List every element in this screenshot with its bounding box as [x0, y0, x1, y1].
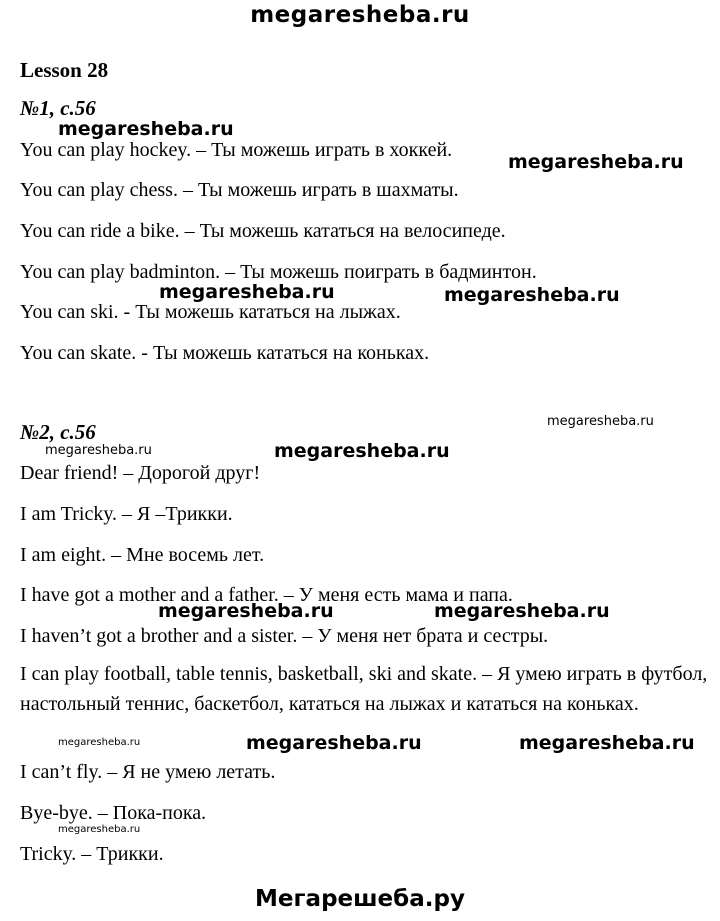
lesson-title: Lesson 28 — [20, 58, 109, 82]
exercise-2-line-9: Tricky. – Трикки. — [20, 843, 164, 865]
watermark: megaresheba.ru — [58, 824, 141, 835]
exercise-1-line-4: You can play badminton. – Ты можешь поиграть в бадминтон. — [20, 261, 537, 283]
exercise-2-line-7: I can’t fly. – Я не умею летать. — [20, 761, 276, 783]
site-footer: Мегарешеба.ру — [255, 886, 465, 912]
watermark: megaresheba.ru — [158, 600, 334, 622]
watermark: megaresheba.ru — [444, 284, 620, 306]
site-header: megaresheba.ru — [250, 2, 470, 28]
watermark: megaresheba.ru — [45, 443, 152, 458]
watermark: megaresheba.ru — [508, 151, 684, 173]
exercise-1-label: №1, с.56 — [20, 96, 96, 120]
watermark: megaresheba.ru — [246, 732, 422, 754]
watermark: megaresheba.ru — [58, 737, 141, 748]
exercise-2-label: №2, с.56 — [20, 420, 96, 444]
exercise-2-line-5: I haven’t got a brother and a sister. – У меня нет брата и сестры. — [20, 625, 549, 647]
exercise-1-line-5: You can ski. - Ты можешь кататься на лыжах. — [20, 301, 401, 323]
exercise-2-line-4: I have got a mother and a father. – У меня есть мама и папа. — [20, 584, 513, 606]
watermark: megaresheba.ru — [159, 281, 335, 303]
exercise-1-line-1: You can play hockey. – Ты можешь играть в хоккей. — [20, 139, 453, 161]
exercise-2-line-6: I can play football, table tennis, basketball, ski and skate. – Я умею играть в футбол, настольный теннис, баскетбол, кататься на лыжах и кататься на коньках. — [20, 663, 708, 715]
exercise-1-line-3: You can ride a bike. – Ты можешь кататься на велосипеде. — [20, 220, 506, 242]
watermark: megaresheba.ru — [519, 732, 695, 754]
exercise-1-line-2: You can play chess. – Ты можешь играть в шахматы. — [20, 179, 459, 201]
exercise-1-line-6: You can skate. - Ты можешь кататься на коньках. — [20, 342, 430, 364]
exercise-2-line-1: Dear friend! – Дорогой друг! — [20, 462, 261, 484]
watermark: megaresheba.ru — [547, 414, 654, 429]
watermark: megaresheba.ru — [434, 600, 610, 622]
watermark: megaresheba.ru — [274, 440, 450, 462]
exercise-2-line-2: I am Tricky. – Я –Трикки. — [20, 503, 233, 525]
exercise-2-line-3: I am eight. – Мне восемь лет. — [20, 544, 265, 566]
exercise-2-line-8: Bye-bye. – Пока-пока. — [20, 802, 207, 824]
watermark: megaresheba.ru — [58, 118, 234, 140]
